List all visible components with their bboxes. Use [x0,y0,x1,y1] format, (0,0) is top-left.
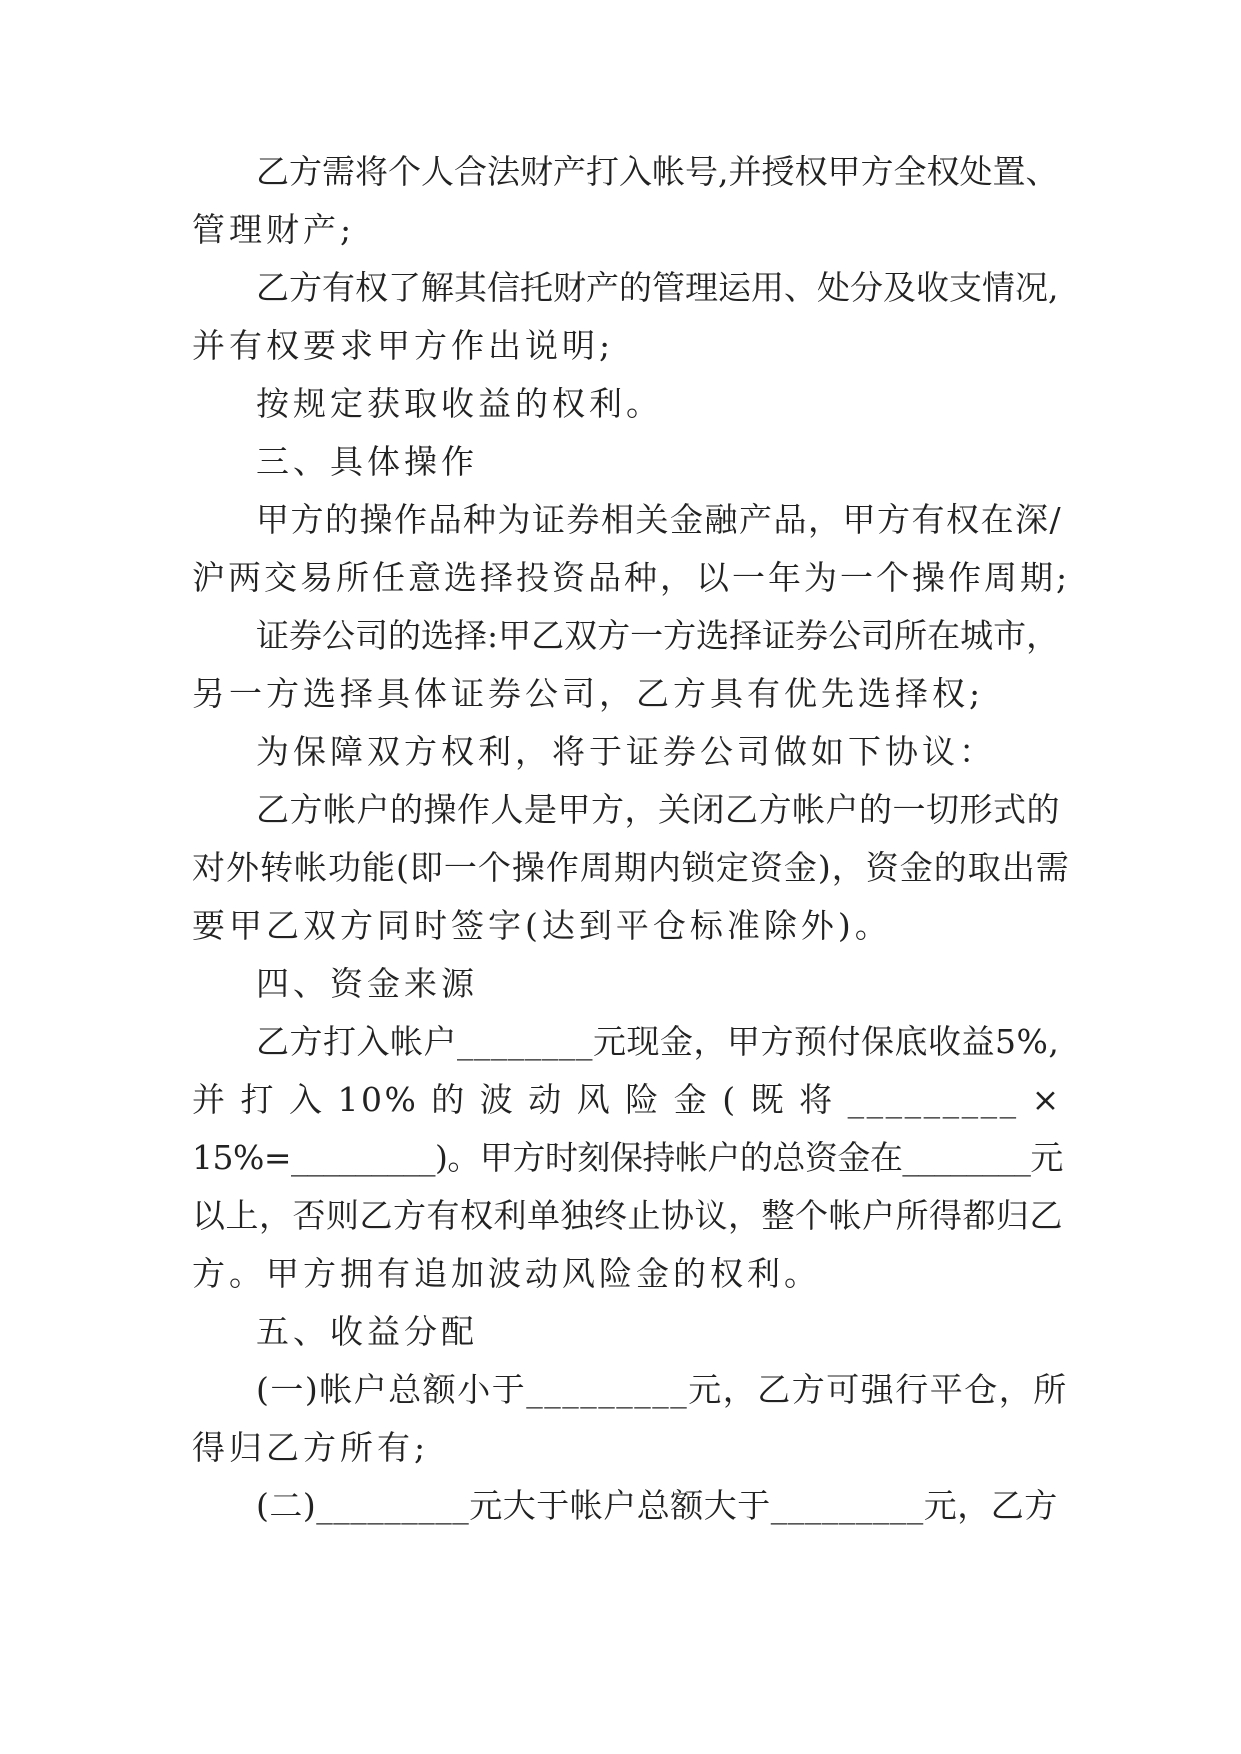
section-heading: 三、具体操作 [256,442,478,481]
paragraph-line: 另一方选择具体证券公司，乙方具有优先选择权; [192,674,985,713]
paragraph-line: (一)帐户总额小于_________元，乙方可强行平仓，所 [256,1370,1068,1409]
paragraph-line: 证券公司的选择:甲乙双方一方选择证券公司所在城市， [256,616,1060,655]
paragraph-line: 要甲乙双方同时签字(达到平仓标准除外)。 [192,906,892,945]
paragraph-line: (二)_________元大于帐户总额大于_________元，乙方 [256,1486,1058,1525]
paragraph-line: 15%=_________)。甲方时刻保持帐户的总资金在________元 [192,1138,1063,1177]
section-heading: 四、资金来源 [256,964,478,1003]
paragraph-line: 乙方帐户的操作人是甲方，关闭乙方帐户的一切形式的 [256,790,1060,829]
paragraph-line: 乙方打入帐户________元现金，甲方预付保底收益5%, [256,1022,1060,1061]
paragraph-line: 按规定获取收益的权利。 [256,384,663,423]
paragraph-line: 为保障双方权利，将于证券公司做如下协议： [256,732,996,771]
paragraph-line: 对外转帐功能(即一个操作周期内锁定资金)，资金的取出需 [192,848,1070,887]
paragraph-line: 并 打 入 10% 的 波 动 风 险 金 ( 既 将 _________ × [192,1080,1062,1119]
paragraph-line: 甲方的操作品种为证券相关金融产品，甲方有权在深/ [256,500,1063,539]
paragraph-line: 乙方有权了解其信托财产的管理运用、处分及收支情况, [256,268,1059,307]
paragraph-line: 方。甲方拥有追加波动风险金的权利。 [192,1254,821,1293]
paragraph-line: 沪两交易所任意选择投资品种，以一年为一个操作周期; [192,558,1071,597]
section-heading: 五、收益分配 [256,1312,478,1351]
paragraph-line: 管理财产; [192,210,356,249]
paragraph-line: 乙方需将个人合法财产打入帐号,并授权甲方全权处置、 [256,152,1059,191]
paragraph-line: 并有权要求甲方作出说明; [192,326,615,365]
paragraph-line: 得归乙方所有; [192,1428,430,1467]
paragraph-line: 以上，否则乙方有权利单独终止协议，整个帐户所得都归乙 [192,1196,1063,1235]
